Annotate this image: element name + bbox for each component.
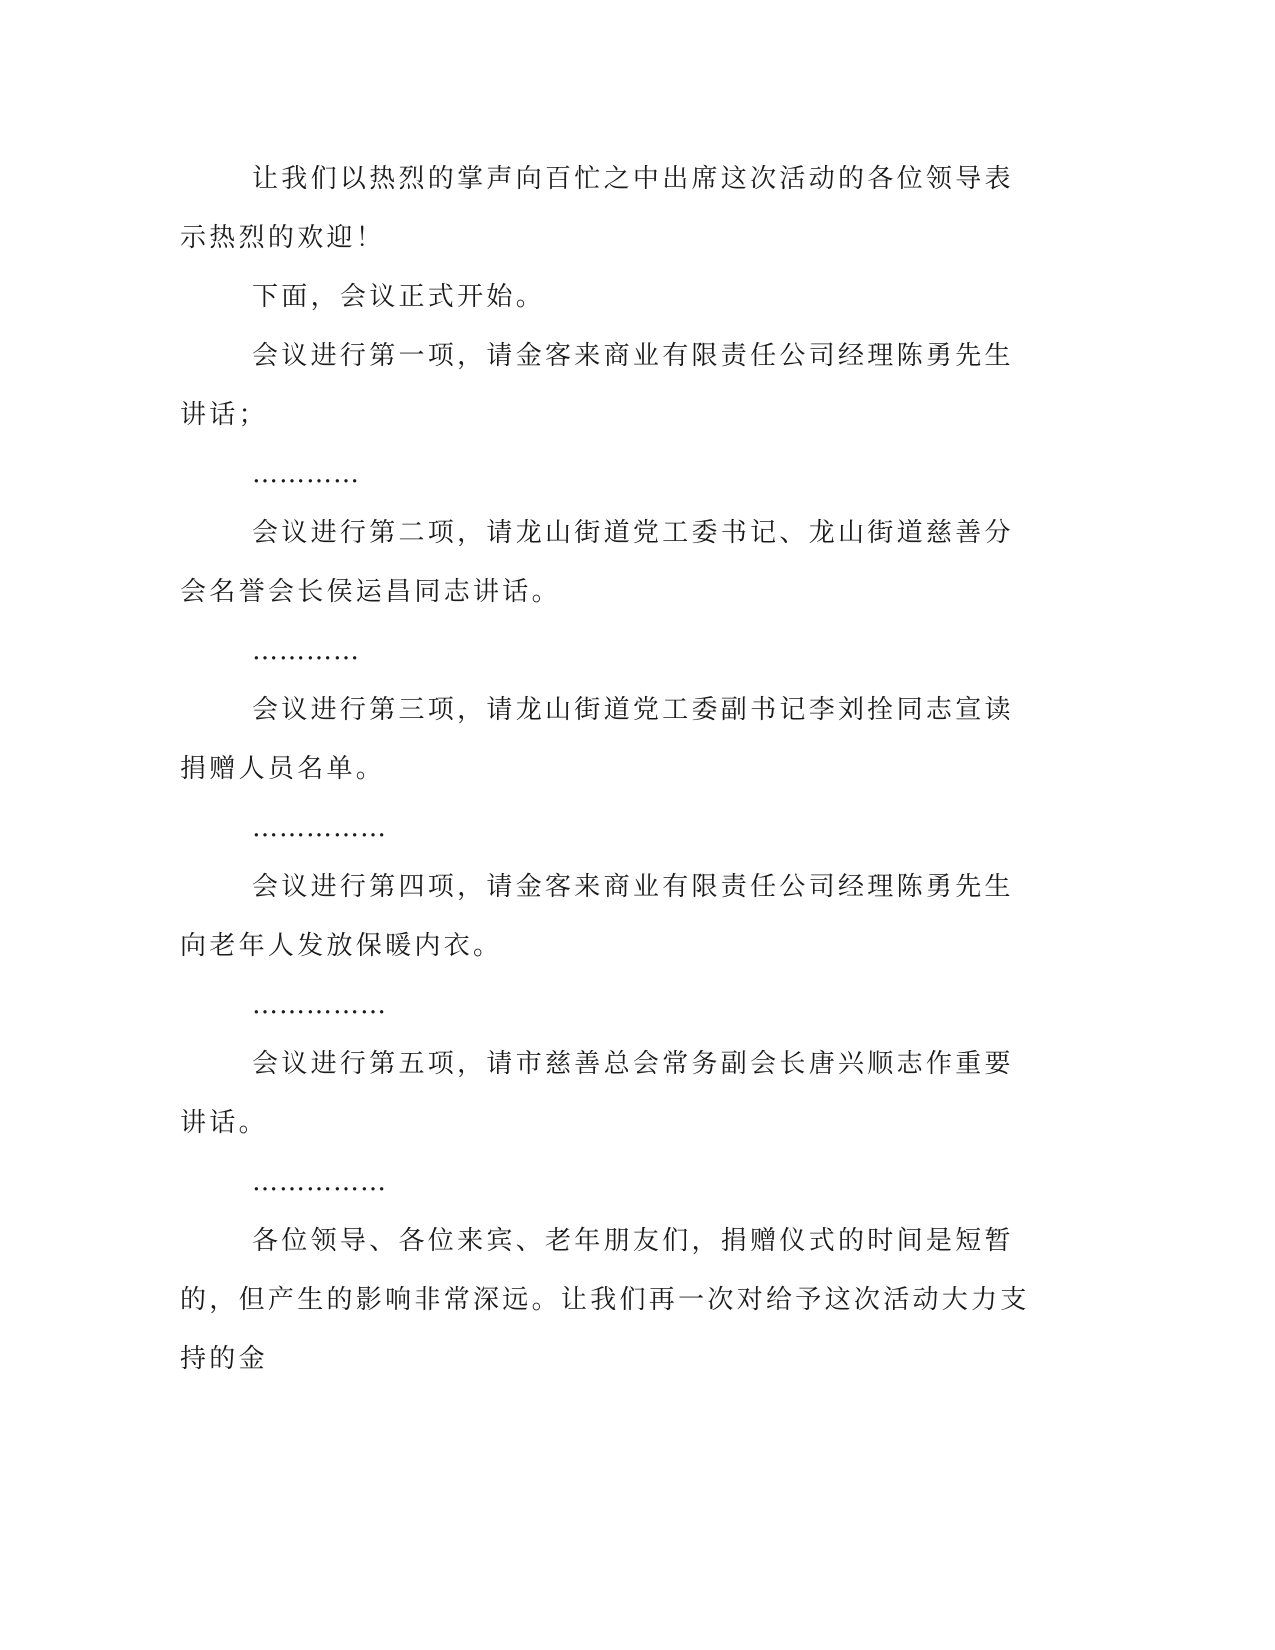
ellipsis-2: ………… [252, 636, 360, 666]
paragraph-meeting-start: 下面，会议正式开始。 [252, 282, 546, 312]
paragraph-closing: 各位领导、各位来宾、老年朋友们，捐赠仪式的时间是短暂的，但产生的影响非常深远。让我们再一次对给予这次活动大力支持的金 [180, 1226, 1030, 1374]
ellipsis-3: …………… [252, 813, 387, 843]
paragraph-item-2: 会议进行第二项，请龙山街道党工委书记、龙山街道慈善分会名誉会长侯运昌同志讲话。 [180, 518, 1014, 607]
ellipsis-4: …………… [252, 990, 387, 1020]
paragraph-item-1: 会议进行第一项，请金客来商业有限责任公司经理陈勇先生讲话； [180, 341, 1014, 430]
paragraph-item-5: 会议进行第五项，请市慈善总会常务副会长唐兴顺志作重要讲话。 [180, 1049, 1014, 1138]
paragraph-item-3: 会议进行第三项，请龙山街道党工委副书记李刘拴同志宣读捐赠人员名单。 [180, 695, 1014, 784]
document-body [180, 150, 1030, 1389]
ellipsis-1: ………… [252, 459, 360, 489]
paragraph-item-4: 会议进行第四项，请金客来商业有限责任公司经理陈勇先生向老年人发放保暖内衣。 [180, 872, 1014, 961]
paragraph-welcome: 让我们以热烈的掌声向百忙之中出席这次活动的各位领导表示热烈的欢迎！ [180, 164, 1014, 253]
ellipsis-5: …………… [252, 1167, 387, 1197]
